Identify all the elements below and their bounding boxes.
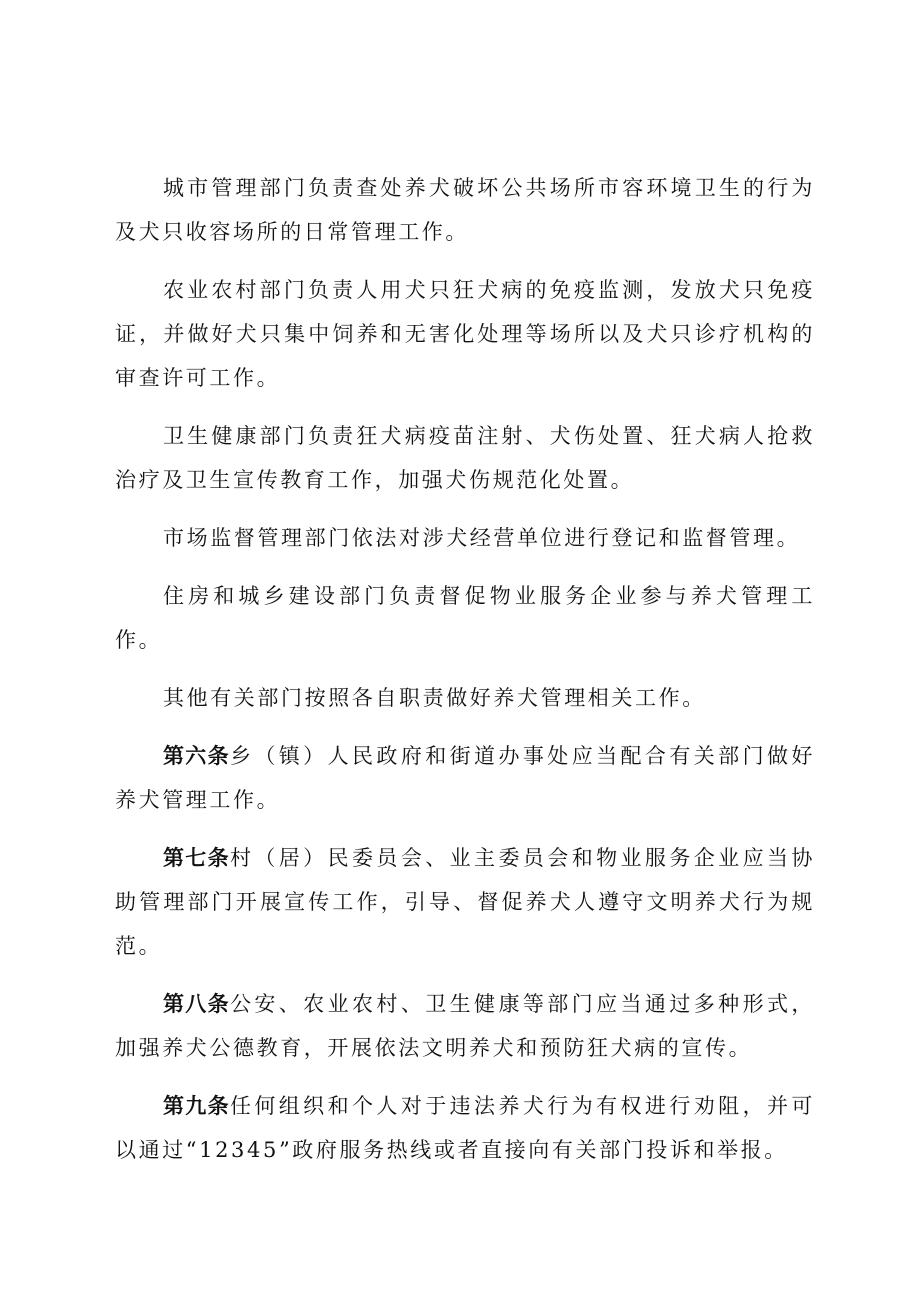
- article-7: [115, 836, 815, 968]
- article-number: 第九条: [163, 1094, 230, 1118]
- article-text: 乡（镇）人民政府和街道办事处应当配合有关部门做好养犬管理工作。: [115, 744, 815, 812]
- article-text: 公安、农业农村、卫生健康等部门应当通过多种形式，加强养犬公德教育，开展依法文明养犬和预防狂犬病的宣传。: [115, 992, 815, 1060]
- paragraph-text: 住房和城乡建设部门负责督促物业服务企业参与养犬管理工作。: [115, 584, 815, 652]
- document-body: [115, 166, 815, 1172]
- paragraph-text: 农业农村部门负责人用犬只狂犬病的免疫监测，发放犬只免疫证，并做好犬只集中饲养和无害化处理等场所以及犬只诊疗机构的审查许可工作。: [115, 278, 815, 390]
- article-9: [115, 1084, 815, 1172]
- paragraph-text: 市场监督管理部门依法对涉犬经营单位进行登记和监督管理。: [163, 526, 801, 550]
- paragraph-city-management: [115, 166, 815, 254]
- article-number: 第七条: [163, 846, 230, 870]
- paragraph-agriculture: [115, 268, 815, 400]
- paragraph-text: 其他有关部门按照各自职责做好养犬管理相关工作。: [163, 686, 706, 710]
- paragraph-health: [115, 414, 815, 502]
- paragraph-text: 卫生健康部门负责狂犬病疫苗注射、犬伤处置、狂犬病人抢救治疗及卫生宣传教育工作，加强犬伤规范化处置。: [115, 424, 815, 492]
- article-number: 第六条: [163, 744, 230, 768]
- paragraph-housing: [115, 574, 815, 662]
- article-text: 村（居）民委员会、业主委员会和物业服务企业应当协助管理部门开展宣传工作，引导、督促养犬人遵守文明养犬行为规范。: [115, 846, 815, 958]
- article-text: 任何组织和个人对于违法养犬行为有权进行劝阻，并可以通过“12345”政府服务热线或者直接向有关部门投诉和举报。: [115, 1094, 815, 1162]
- article-number: 第八条: [163, 992, 230, 1016]
- paragraph-market-supervision: [115, 516, 815, 560]
- paragraph-text: 城市管理部门负责查处养犬破坏公共场所市容环境卫生的行为及犬只收容场所的日常管理工作。: [115, 176, 815, 244]
- article-8: [115, 982, 815, 1070]
- article-6: [115, 734, 815, 822]
- paragraph-other-departments: [115, 676, 815, 720]
